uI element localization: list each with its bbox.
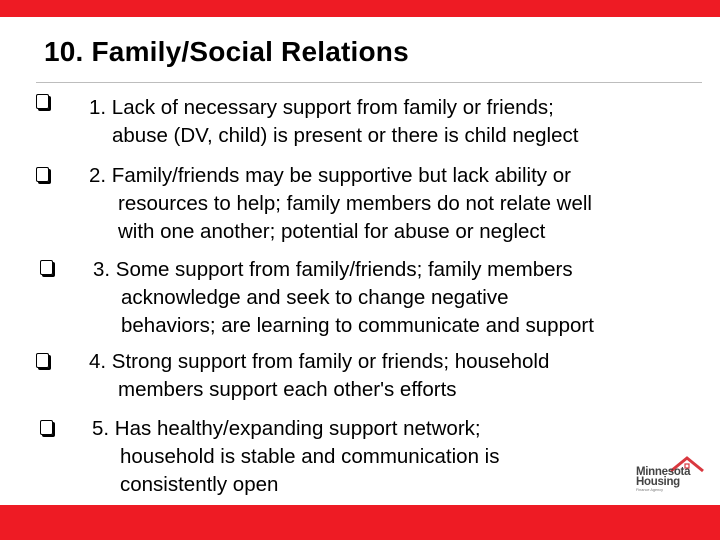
list-item-line: abuse (DV, child) is present or there is child neglect [112,124,579,147]
list-item-line: with one another; potential for abuse or neglect [118,220,546,243]
list-item-text [89,162,592,246]
list-item-line: 2. Family/friends may be supportive but lack ability or [89,164,571,187]
list-item-line: acknowledge and seek to change negative [121,286,509,309]
list-item-text [93,256,594,340]
bottom-accent-bar [0,505,720,540]
logo-line-1: Minnesota [636,466,691,478]
list-item-line: household is stable and communication is [120,445,500,468]
list-item-text [89,94,578,150]
top-accent-bar [0,0,720,17]
logo-line-2: Housing [636,476,680,488]
list-item-line: 5. Has healthy/expanding support network; [92,417,481,440]
list-item-text [92,415,499,499]
list-item-line: behaviors; are learning to communicate and support [121,314,594,337]
checkbox-icon[interactable] [36,167,49,182]
checkbox-icon[interactable] [36,353,49,368]
checkbox-icon[interactable] [40,260,53,275]
list-item-line: resources to help; family members do not relate well [118,192,592,215]
checkbox-icon[interactable] [40,420,53,435]
list-item-line: 3. Some support from family/friends; family members [93,258,573,281]
list-item-line: 1. Lack of necessary support from family or friends; [89,96,554,119]
list-item-line: members support each other's efforts [118,378,457,401]
minnesota-housing-logo [636,455,706,495]
slide-title: 10. Family/Social Relations [44,36,409,67]
list-item-line: 4. Strong support from family or friends; household [89,350,550,373]
checkbox-icon[interactable] [36,94,49,109]
list-item-text [89,348,549,404]
list-item-line: consistently open [120,473,279,496]
title-divider [36,82,702,83]
logo-tagline: Finance Agency [636,488,664,492]
